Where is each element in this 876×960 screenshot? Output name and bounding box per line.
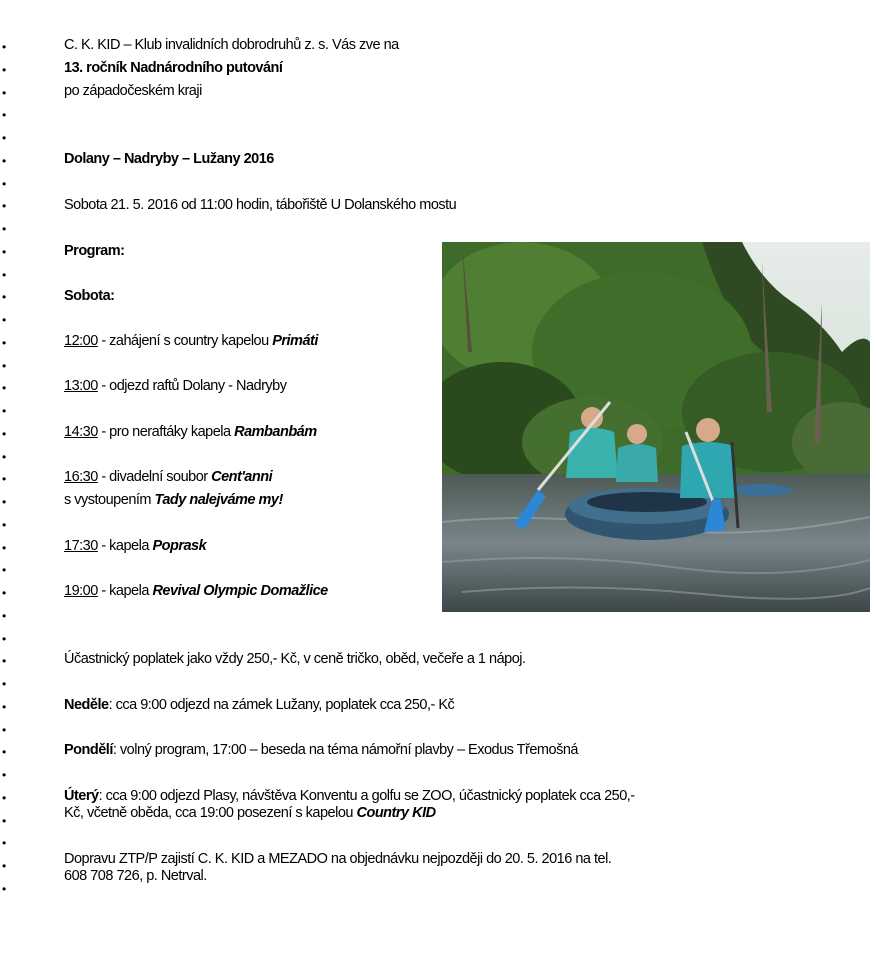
schedule-performer: Cent'anni — [211, 469, 273, 485]
bullet-mark: • — [2, 40, 7, 54]
bullet-mark: • — [2, 450, 7, 464]
bullet-mark: • — [2, 222, 7, 236]
bullet-mark: • — [2, 495, 7, 509]
bullet-mark: • — [2, 859, 7, 873]
bullet-mark: • — [2, 472, 7, 486]
bullet-mark: • — [2, 336, 7, 350]
bullet-mark: • — [2, 154, 7, 168]
theatre-prefix: s vystoupením — [64, 492, 155, 508]
schedule-time: 19:00 — [64, 583, 98, 599]
tuesday-label: Úterý — [64, 788, 99, 804]
bullet-mark: • — [2, 518, 7, 532]
schedule-desc: - pro neraftáky kapela — [97, 424, 235, 440]
schedule-time: 14:30 — [64, 424, 98, 440]
tuesday-text: : cca 9:00 odjezd Plasy, návštěva Konventu a golfu se ZOO, účastnický poplatek cca 250,- — [98, 788, 635, 804]
bullet-mark: • — [2, 882, 7, 896]
schedule-time: 13:00 — [64, 378, 98, 394]
bullet-mark: • — [2, 768, 7, 782]
bullet-mark: • — [2, 836, 7, 850]
theatre-title: Tady nalejváme my! — [154, 492, 283, 508]
date-text: Sobota 21. 5. 2016 od 11:00 hodin, tábořiště U Dolanského mostu — [64, 197, 457, 213]
bullet-mark: • — [2, 541, 7, 555]
bullet-mark: • — [2, 404, 7, 418]
route-title: Dolany – Nadryby – Lužany 2016 — [64, 151, 274, 167]
bullet-mark: • — [2, 131, 7, 145]
monday-label: Pondělí — [64, 742, 113, 758]
bullet-mark: • — [2, 359, 7, 373]
schedule-performer: Poprask — [152, 538, 207, 554]
saturday-heading: Sobota: — [64, 288, 115, 304]
schedule-desc: - divadelní soubor — [97, 469, 212, 485]
bullet-mark: • — [2, 199, 7, 213]
bullet-mark: • — [2, 86, 7, 100]
transport-phone: 608 708 726, p. Netrval. — [64, 868, 207, 884]
schedule-desc: - kapela — [97, 583, 153, 599]
bullet-mark: • — [2, 427, 7, 441]
bullet-mark: • — [2, 245, 7, 259]
bullet-mark: • — [2, 586, 7, 600]
sunday-text: : cca 9:00 odjezd na zámek Lužany, poplatek cca 250,- Kč — [108, 697, 455, 713]
bullet-mark: • — [2, 700, 7, 714]
schedule-time: 17:30 — [64, 538, 98, 554]
bullet-mark: • — [2, 677, 7, 691]
schedule-performer: Revival Olympic Domažlice — [152, 583, 328, 599]
tuesday-band: Country KID — [356, 805, 436, 821]
schedule-desc: - zahájení s country kapelou — [97, 333, 273, 349]
bullet-mark: • — [2, 563, 7, 577]
bullet-mark: • — [2, 791, 7, 805]
intro-text: C. K. KID – Klub invalidních dobrodruhů z. s. Vás zve na — [64, 37, 399, 53]
bullet-mark: • — [2, 108, 7, 122]
bullet-mark: • — [2, 63, 7, 77]
monday-text: : volný program, 17:00 – beseda na téma námořní plavby – Exodus Třemošná — [112, 742, 578, 758]
bullet-mark: • — [2, 609, 7, 623]
bullet-mark: • — [2, 814, 7, 828]
bullet-mark: • — [2, 313, 7, 327]
schedule-time: 16:30 — [64, 469, 98, 485]
bullet-mark: • — [2, 290, 7, 304]
sunday-label: Neděle — [64, 697, 109, 713]
rafting-photo — [442, 242, 870, 612]
schedule-time: 12:00 — [64, 333, 98, 349]
tuesday-text-2: Kč, včetně oběda, cca 19:00 posezení s kapelou — [64, 805, 357, 821]
program-heading: Program: — [64, 243, 125, 259]
bullet-mark: • — [2, 654, 7, 668]
bullet-mark: • — [2, 177, 7, 191]
transport-text: Dopravu ZTP/P zajistí C. K. KID a MEZADO na objednávku nejpozději do 20. 5. 2016 na tel. — [64, 851, 612, 867]
rafting-photo-icon — [442, 242, 870, 612]
bullet-mark: • — [2, 632, 7, 646]
bullet-mark: • — [2, 745, 7, 759]
bullet-mark: • — [2, 268, 7, 282]
schedule-desc: - kapela — [97, 538, 153, 554]
bullet-mark: • — [2, 381, 7, 395]
edition-title: 13. ročník Nadnárodního putování — [64, 60, 283, 76]
schedule-performer: Primáti — [272, 333, 318, 349]
bullet-mark: • — [2, 723, 7, 737]
schedule-performer: Rambanbám — [234, 424, 317, 440]
region-text: po západočeském kraji — [64, 83, 202, 99]
fee-text: Účastnický poplatek jako vždy 250,- Kč, v ceně tričko, oběd, večeře a 1 nápoj. — [64, 651, 526, 667]
schedule-desc: - odjezd raftů Dolany - Nadryby — [97, 378, 287, 394]
